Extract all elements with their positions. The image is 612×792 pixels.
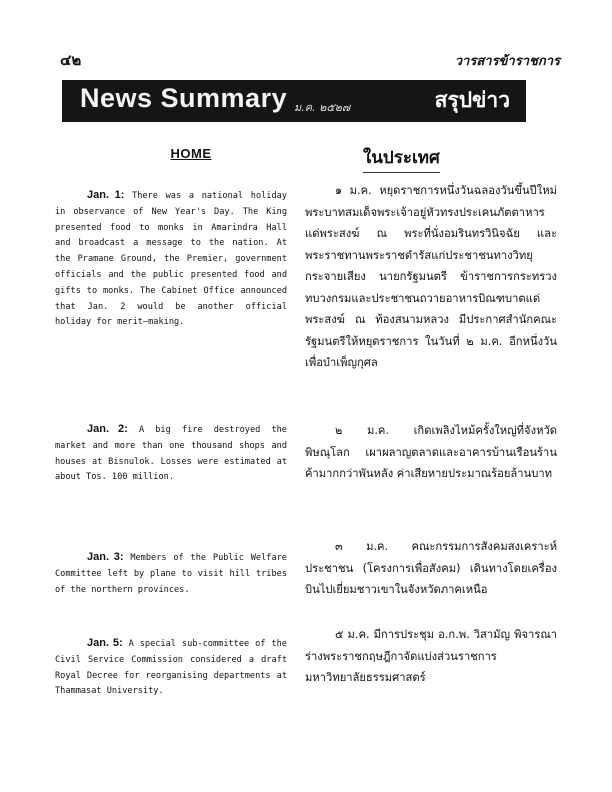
entry-date: Jan. 3: — [87, 551, 124, 563]
section-banner — [62, 80, 526, 122]
english-entry — [55, 188, 287, 331]
banner-title-th: สรุปข่าว — [434, 88, 510, 112]
entry-text: ๕ ม.ค. มีการประชุม อ.ก.พ. วิสามัญ พิจารณาร่างพระราชกฤษฎีกาจัดแบ่งส่วนราชการมหาวิทยาลัยธรรมศาสตร์ — [305, 628, 557, 684]
page-number: ๔๒ — [60, 51, 82, 69]
english-entry — [55, 636, 287, 700]
entry-text: There was a national holiday in observance of New Year's Day. The King presented food to monks in Amarindra Hall and broadcast a message to the nation. At the Pramane Ground, the Premier, government officials and the public presented food and gifts to monks. The Cabinet Office announced that Jan. 2 would be another official holiday for merit—making. — [55, 191, 287, 328]
thai-heading: ในประเทศ — [363, 144, 440, 173]
english-heading: HOME — [170, 146, 212, 161]
entry-date: Jan. 1: — [87, 189, 125, 201]
entry-text: ๒ ม.ค. เกิดเพลิงไหม้ครั้งใหญ่ที่จังหวัดพิษณุโลก เผาผลาญตลาดและอาคารบ้านเรือนร้านค้ามากกว่าพันหลัง ค่าเสียหายประมาณร้อยล้านบาท — [305, 424, 557, 480]
thai-entry — [305, 624, 557, 689]
journal-title: วารสารข้าราชการ — [454, 54, 560, 69]
banner-date: ม.ค. ๒๕๒๗ — [294, 101, 351, 114]
thai-entry — [305, 536, 557, 601]
entry-date: Jan. 2: — [87, 423, 128, 435]
entry-date: Jan. 5: — [87, 637, 123, 649]
banner-title-en: News Summary — [80, 83, 288, 113]
thai-entry — [305, 420, 557, 485]
entry-text: ๓ ม.ค. คณะกรรมการสังคมสงเคราะห์ประชาชน (โครงการเพื่อสังคม) เดินทางโดยเครื่องบินไปเยี่ยมชาวเขาในจังหวัดภาคเหนือ — [305, 540, 557, 596]
entry-text: ๑ ม.ค. หยุดราชการหนึ่งวันฉลองวันขึ้นปีใหม่ พระบาทสมเด็จพระเจ้าอยู่หัวทรงประเคนภัตตาหารแด่พระสงฆ์ ณ พระที่นั่งอมรินทรวินิจฉัย และพระราชทานพระราชดำรัสแก่ประชาชนทางวิทยุกระจายเสียง นายกรัฐมนตรี ข้าราชการกระทรวงทบวงกรมและประชาชนถวายอาหารบิณฑบาตแด่พระสงฆ์ ณ ท้องสนามหลวง มีประกาศสำนักคณะรัฐมนตรีให้หยุดราชการ ในวันที่ ๒ ม.ค. อีกหนึ่งวันเพื่อบำเพ็ญกุศล — [305, 184, 557, 369]
english-entry — [55, 550, 287, 598]
thai-column — [305, 140, 557, 684]
entry-text: Members of the Public Welfare Committee left by plane to visit hill tribes of the northern provinces. — [55, 553, 287, 595]
entry-text: A big fire destroyed the market and more than one thousand shops and houses at Bisnulok. Losses were estimated at about Tos. 100 million. — [55, 425, 287, 483]
english-entry — [55, 422, 287, 486]
entry-text: A special sub-committee of the Civil Service Commission considered a draft Royal Decree for reorganising departments at Thammasat University. — [55, 639, 287, 697]
thai-entry — [305, 180, 557, 374]
english-column — [55, 140, 287, 697]
